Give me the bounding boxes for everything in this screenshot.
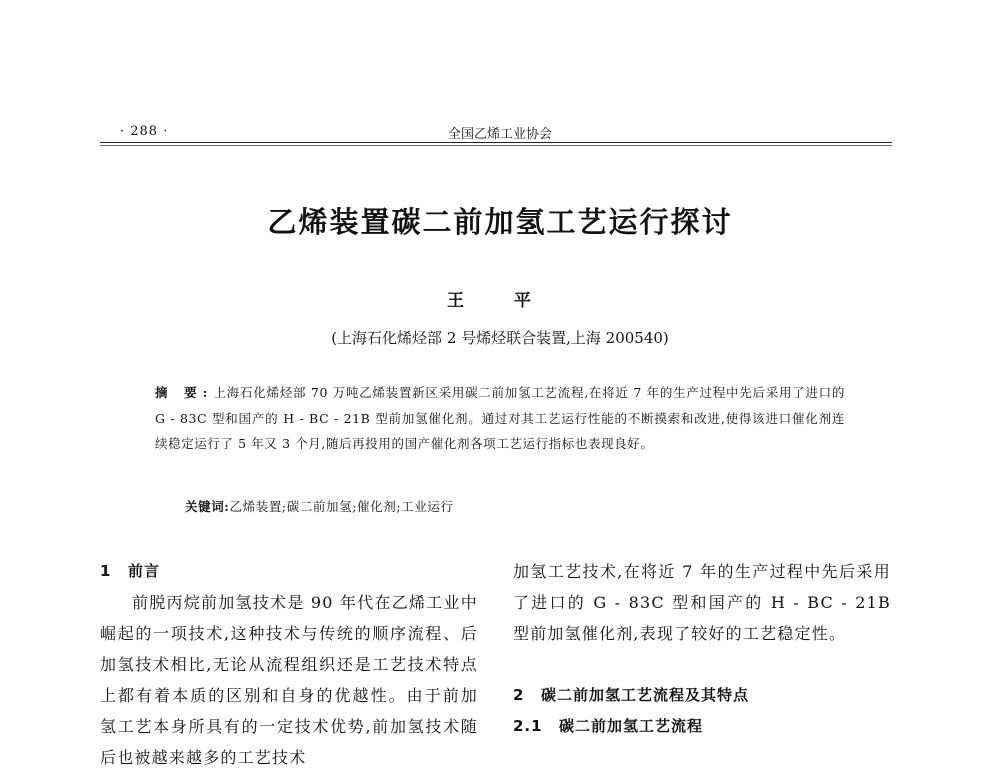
subsection-title: 碳二前加氢工艺流程	[559, 717, 704, 735]
body-paragraph-continued: 加氢工艺技术,在将近 7 年的生产过程中先后采用了进口的 G - 83C 型和国产的 H - BC - 21B 型前加氢催化剂,表现了较好的工艺稳定性。	[513, 562, 891, 643]
abstract	[155, 380, 845, 457]
author-name: 王 平	[447, 291, 553, 311]
section-title: 碳二前加氢工艺流程及其特点	[541, 686, 750, 704]
section-heading	[513, 680, 891, 711]
paper-title: 乙烯装置碳二前加氢工艺运行探讨	[267, 205, 733, 239]
section-number: 1	[100, 562, 112, 580]
body-paragraph: 前脱丙烷前加氢技术是 90 年代在乙烯工业中崛起的一项技术,这种技术与传统的顺序流程、后加氢技术相比,无论从流程组织还是工艺技术特点上都有着本质的区别和自身的优越性。由于前加氢工艺本身所具有的一定技术优势,前加氢技术随后也被越来越多的工艺技术	[100, 593, 478, 767]
section-heading	[100, 556, 478, 587]
page-number: · 288 ·	[120, 124, 169, 139]
paragraph-spacer	[513, 649, 891, 680]
abstract-text: 上海石化烯烃部 70 万吨乙烯装置新区采用碳二前加氢工艺流程,在将近 7 年的生产过程中先后采用了进口的 G - 83C 型和国产的 H - BC - 21B 型前加氢催化剂。通过对其工艺运行性能的不断摸索和改进,使得该进口催化剂连续稳定运行了 5 年又 3 个月,随后再投用的国产催化剂各项工艺运行指标也表现良好。	[155, 385, 846, 451]
abstract-label: 摘 要:	[155, 385, 214, 400]
keywords	[185, 497, 454, 515]
header-rule	[100, 142, 892, 143]
author-affiliation: (上海石化烯烃部 2 号烯烃联合装置,上海 200540)	[331, 329, 669, 347]
header-rule-secondary	[100, 145, 892, 146]
right-column	[513, 556, 891, 742]
keywords-text: 乙烯装置;碳二前加氢;催化剂;工业运行	[229, 499, 454, 514]
left-column	[100, 556, 478, 773]
subsection-heading	[513, 711, 891, 742]
section-title: 前言	[128, 562, 161, 580]
keywords-label: 关键词:	[185, 499, 230, 514]
subsection-number: 2.1	[513, 717, 543, 735]
section-number: 2	[513, 686, 525, 704]
running-header: 全国乙烯工业协会	[447, 127, 552, 142]
